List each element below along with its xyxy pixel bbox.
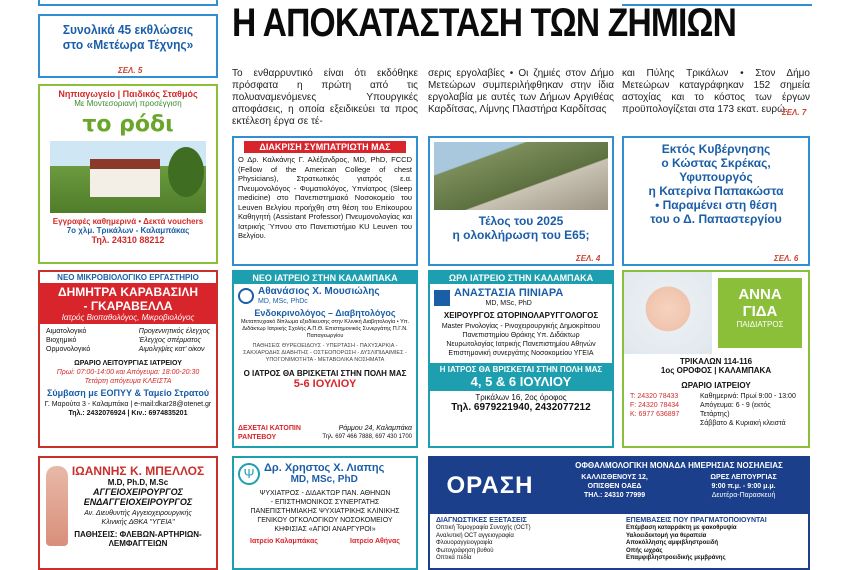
- orasi-top-band: [430, 458, 808, 514]
- skrekas-box[interactable]: [622, 136, 810, 266]
- liapis-degrees: MD, MSc, PhD: [290, 474, 358, 485]
- gida-address-2: 1ος ΟΡΟΦΟΣ | ΚΑΛΑΜΠΑΚΑ: [660, 366, 772, 375]
- piniara-desc: Master Ρινολογίας - Ρινοχειρουργικής Δημοκρίτειου Πανεπιστημίου Θράκης Υπ. Διδάκτωρ Νευρωτολογίας Ιατρικής Πανεπιστημίου Αθηνών Επιστημονική συνεργάτης Νοσοκομείου ΥΓΕΙΑ: [441, 323, 601, 357]
- liapis-line-2: - ΕΠΙΣΤΗΜΟΝΙΚΟΣ ΣΥΝΕΡΓΑΤΗΣ: [270, 499, 380, 506]
- e65-line2: η ολοκλήρωση του Ε65;: [452, 228, 590, 242]
- mousiolis-degrees: MD, MSc, PhDc: [258, 298, 308, 305]
- liapis-line-5: ΚΗΦΙΣΙΑΣ «ΑΓΙΟΙ ΑΝΑΡΓΥΡΟΙ»: [274, 526, 376, 533]
- psi-logo-icon: Ψ: [238, 463, 260, 485]
- skrekas-page: ΣΕΛ. 6: [774, 254, 799, 263]
- lab-hours-2: Τετάρτη απόγευμα ΚΛΕΙΣΤΑ: [84, 378, 172, 385]
- piniara-name: ΑΝΑΣΤΑΣΙΑ ΠΙΝΙΑΡΑ: [454, 287, 564, 299]
- mpellos-diseases: ΠΑΘΗΣΕΙΣ: ΦΛΕΒΩΝ-ΑΡΤΗΡΙΩΝ-ΛΕΜΦΑΓΓΕΙΩΝ: [74, 530, 202, 548]
- meteora-box[interactable]: [38, 14, 218, 78]
- lab-name-banner: [40, 283, 216, 324]
- liapis-line-3: ΠΑΝΕΠΙΣΤΗΜΙΑΚΗΣ ΨΥΧΙΑΤΡΙΚΗΣ ΚΛΙΝΙΚΗΣ: [250, 508, 400, 515]
- lab-phone: Τηλ.: 2432076924 | Κιν.: 6974835201: [68, 410, 188, 417]
- main-headline: Η ΑΠΟΚΑΤΑΣΤΑΣΗ ΤΩΝ ΖΗΜΙΩΝ: [232, 1, 737, 45]
- orasi-diag-5: Οπτικά πεδία: [436, 555, 472, 561]
- baby-photo: [624, 272, 712, 354]
- nursery-line2: 7ο χλμ. Τρικάλων - Καλαμπάκας: [66, 226, 190, 235]
- article-col-3: και Πύλης Τρικάλων • Στον Δήμο Μετεώρων καταγράφηκαν 152 σημεία αστοχίας και το κόστος των έργων προϋπολογίζεται στα 173 εκατ. ευρώ.: [622, 68, 810, 115]
- gida-name-1: ΑΝΝΑ: [738, 286, 782, 303]
- gida-address-1: ΤΡΙΚΑΛΩΝ 114-116: [679, 357, 753, 366]
- mousiolis-diseases: ΠΑΘΗΣΕΙΣ ΘΥΡΕΟΕΙΔΟΥΣ - ΥΠΕΡΤΑΣΗ - ΠΑΧΥΣΑΡΚΙΑ - ΣΑΚΧΑΡΩΔΗΣ ΔΙΑΒΗΤΗΣ - ΟΣΤΕΟΠΟΡΩΣΗ - ΔΥΣΛΙΠΙΔΑΙΜΙΕΣ - ΥΠΟΓΟΝΙΜΟΤΗΤΑ - ΜΕΤΑΒΟΛΙΚΑ ΝΟΣΗΜΑΤΑ: [243, 343, 407, 363]
- orasi-diag-1: Οπτική Τομογραφία Συνοχής (OCT): [436, 525, 531, 531]
- piniara-banner-1: Η ΙΑΤΡΟΣ ΘΑ ΒΡΙΣΚΕΤΑΙ ΣΤΗΝ ΠΟΛΗ ΜΑΣ: [439, 365, 603, 374]
- piniara-phone: Τηλ. 6979221940, 2432077212: [451, 402, 591, 413]
- liapis-name: Δρ. Χρηστος Χ. Λιαπης: [264, 462, 385, 474]
- nursery-phone: Τηλ. 24310 88212: [91, 235, 165, 245]
- mpellos-pos-2: Κλινικής ΔΘΚΑ "ΥΓΕΙΑ": [101, 519, 175, 526]
- orasi-diag-3: Φλουοραγγειογραφία: [436, 540, 493, 546]
- piniara-banner: [430, 363, 612, 391]
- lab-right-services: Προγεννητικός έλεγχος Έλεγχος σπέρματος Αιμοληψίες κατ' οίκον: [138, 328, 210, 353]
- distinction-header: ΔΙΑΚΡΙΣΗ ΣΥΜΠΑΤΡΙΩΤΗ ΜΑΣ: [244, 141, 406, 153]
- lab-left-services: Αιματολογικό Βιοχημικό Ορμονολογικό: [46, 328, 91, 353]
- mousiolis-spec: Ενδοκρινολόγος – Διαβητολόγος: [254, 308, 396, 318]
- mousiolis-header: ΝΕΟ ΙΑΤΡΕΙΟ ΣΤΗΝ ΚΑΛΑΜΠΑΚΑ: [234, 272, 416, 284]
- orasi-ad[interactable]: [428, 456, 810, 570]
- ent-logo-icon: [434, 290, 450, 306]
- lab-header: ΝΕΟ ΜΙΚΡΟΒΙΟΛΟΓΙΚΟ ΕΡΓΑΣΤΗΡΙΟ: [57, 273, 199, 282]
- piniara-address: Τρικάλων 16, 2ος όροφος: [475, 393, 567, 402]
- highway-photo: [434, 142, 608, 210]
- gida-mob: K: 6977 636897: [630, 411, 680, 418]
- lab-hours-title: ΩΡΑΡΙΟ ΛΕΙΤΟΥΡΓΙΑΣ ΙΑΤΡΕΙΟΥ: [74, 360, 182, 367]
- orasi-hours-2: Δευτέρα-Παρασκευή: [711, 492, 776, 499]
- skrekas-l2: ο Κώστας Σκρέκας,: [661, 156, 771, 170]
- liapis-line-1: ΨΥΧΙΑΤΡΟΣ - ΔΙΔΑΚΤΩΡ ΠΑΝ. ΑΘΗΝΩΝ: [259, 490, 391, 497]
- orasi-treat-5: Επαμφιβληστροειδικής μεμβράνης: [626, 555, 726, 561]
- gida-hours-3: Σάββατο & Κυριακή κλειστά: [699, 420, 786, 427]
- lab-name-1: ΔΗΜΗΤΡΑ ΚΑΡΑΒΑΣΙΛΗ: [57, 285, 199, 299]
- mousiolis-phone: Τηλ. 697 466 7888, 697 430 1700: [322, 434, 412, 440]
- gida-hours-1: Καθημερινά: Πρωί 9:00 - 13:00: [699, 393, 796, 400]
- orasi-treat-1: Επέμβαση καταρράκτη με φακοθρυψία: [626, 525, 737, 531]
- orasi-addr-2: ΟΠΙΣΘΕΝ ΟΑΕΔ: [587, 483, 642, 490]
- distinction-box[interactable]: [232, 136, 418, 266]
- gida-hours-2: Απόγευμα: 6 - 9 (εκτός Τετάρτης): [699, 402, 771, 418]
- orasi-diag-2: Αναλυτική OCT αγγειογραφία: [436, 532, 514, 539]
- mousiolis-footer-left: ΔΕΧΕΤΑΙ ΚΑΤΟΠΙΝ ΡΑΝΤΕΒΟΥ: [238, 425, 301, 441]
- mousiolis-banner-2: 5-6 ΙΟΥΛΙΟΥ: [293, 378, 357, 390]
- orasi-diag-4: Φωτογράφηση βυθού: [436, 547, 494, 554]
- mpellos-spec-2: ΕΝΔΑΓΓΕΙΟΧΕΙΡΟΥΡΓΟΣ: [83, 497, 193, 507]
- gida-name-2: ΓΙΔΑ: [742, 303, 778, 320]
- lab-address: Γ. Μαρούτα 3 - Καλαμπάκα | e-mail:dkar28@otenet.gr: [44, 401, 212, 408]
- e65-line1: Τέλος του 2025: [478, 214, 564, 228]
- piniara-ad[interactable]: [428, 270, 614, 448]
- distinction-text: Ο Δρ. Καλκάνης Γ. Αλέξανδρος, MD, PhD, FCCD (Fellow of the American College of chest Physicians), Στρατιωτικός γιατρός ε.α. Πνευμονολόγος - Φυματιολόγος, Υπνίατρος (Sleep medicine) στο Πανεπιστημιακό Νοσοκομείο του Leuven Βελγίου προήχθη στη θέση του Επίκουρου Καθηγητή (Assistant Professor) Πνευμονολογίας και Ιατρικής Ύπνου στο Πανεπιστήμιο KU Leuven του Βελγίου.: [238, 155, 412, 240]
- orasi-treat-4: Οπής ωχράς: [626, 547, 663, 554]
- mpellos-spec-1: ΑΓΓΕΙΟΧΕΙΡΟΥΡΓΟΣ: [93, 487, 183, 497]
- e65-box[interactable]: [428, 136, 614, 266]
- meteora-title-1: Συνολικά 45 εκθλώσεις: [62, 22, 194, 37]
- lab-role: Ιατρός Βιοπαθολόγος, Μικροβιολόγος: [61, 313, 195, 322]
- mousiolis-footer-right: Ράμμου 24, Καλαμπάκα: [338, 425, 412, 432]
- gida-role: ΠΑΙΔΙΑΤΡΟΣ: [736, 320, 784, 329]
- lab-ad[interactable]: [38, 270, 218, 448]
- orasi-treat-title: ΕΠΕΜΒΑΣΕΙΣ ΠΟΥ ΠΡΑΓΜΑΤΟΠΟΙΟΥΝΤΑΙ: [626, 517, 767, 524]
- medical-logo-icon: [238, 288, 254, 304]
- mpellos-degrees: M.D, Ph.D, M.Sc: [107, 478, 169, 487]
- article-page: ΣΕΛ. 7: [782, 108, 807, 117]
- meteora-page: ΣΕΛ. 5: [118, 66, 143, 75]
- liapis-ad[interactable]: [232, 456, 418, 570]
- lab-contract: Σύμβαση με ΕΟΠΥΥ & Ταμείο Στρατού: [46, 388, 210, 398]
- tree-icon: [168, 147, 204, 197]
- mousiolis-desc: Μεταπτυχιακό δίπλωμα εξειδίκευσης στην Κλινική Διαβητολογία • Υπ. Διδάκτωρ Ιατρικής Σχολής Α.Π.Θ. Επιστημονικός Συνεργάτης Π.Γ.Ν. Παπαγεωργίου: [240, 319, 410, 339]
- gida-tel: Τ: 24320 78433: [630, 393, 679, 400]
- article-col-1: Το ενθαρρυντικό είναι ότι εκδόθηκε πρόσφατα η πρώτη από τις πολυαναμενόμενες Υπουργικές αποφάσεις, η οποία εξειδικεύει τα προς εκτέλεση έργα σε τέ-: [232, 68, 418, 127]
- piniara-header: ΩΡΛ ΙΑΤΡΕΙΟ ΣΤΗΝ ΚΑΛΑΜΠΑΚΑ: [430, 272, 612, 284]
- orasi-phone: ΤΗΛ.: 24310 77999: [584, 492, 646, 499]
- e65-page: ΣΕΛ. 4: [576, 254, 601, 263]
- top-left-strip: [38, 0, 218, 6]
- nursery-title: Νηπιαγωγείο | Παιδικός Σταθμός: [58, 89, 198, 99]
- orasi-treat-3: Αποκόλλησης αμφιβληστροειδή: [626, 540, 719, 546]
- piniara-banner-2: 4, 5 & 6 ΙΟΥΛΙΟΥ: [470, 374, 572, 389]
- skrekas-l3: Υφυπουργός: [679, 170, 753, 184]
- vascular-body-icon: [46, 466, 68, 546]
- skrekas-l4: η Κατερίνα Παπακώστα: [648, 184, 784, 198]
- liapis-foot-1: Ιατρείο Καλαμπάκας: [250, 538, 318, 545]
- mpellos-ad[interactable]: [38, 456, 218, 570]
- orasi-hours-1: 9:00 π.μ. - 9:00 μ.μ.: [711, 483, 776, 490]
- skrekas-l6: του ο Δ. Παπαστεργίου: [650, 212, 782, 226]
- article-col-2: σερις εργολαβίες • Οι ζημιές στον Δήμο Μετεώρων συμπεριλήφθηκαν στην ίδια εργολαβία με αυτές των Δήμων Αργιθέας Καρδίτσας, Λίμνης Πλαστήρα Καρδίτσας: [428, 68, 614, 115]
- skrekas-l1: Εκτός Κυβέρνησης: [661, 142, 771, 156]
- mpellos-name: ΙΩΑΝΝΗΣ Κ. ΜΠΕΛΛΟΣ: [71, 464, 205, 478]
- house-icon: [90, 159, 160, 197]
- orasi-diag-title: ΔΙΑΓΝΩΣΤΙΚΕΣ ΕΞΕΤΑΣΕΙΣ: [436, 517, 527, 524]
- orasi-logo: ΟΡΑΣΗ: [446, 472, 534, 499]
- meteora-title-2: στο «Μετέωρα Τέχνης»: [62, 37, 194, 52]
- lab-name-2: - ΓΚΑΡΑΒΕΛΛΑ: [83, 299, 173, 313]
- skrekas-l5: • Παραμένει στη θέση: [655, 198, 777, 212]
- mpellos-pos-1: Αν. Διευθυντής Αγγειοχειρουργικής: [84, 510, 192, 517]
- gida-ad[interactable]: [622, 270, 810, 448]
- nursery-logo: το ρόδι: [82, 112, 174, 137]
- lab-hours-1: Πρωί: 07:00-14:00 και Απόγευμα: 18:00-20:30: [56, 369, 200, 376]
- mousiolis-banner-1: Ο ΙΑΤΡΟΣ ΘΑ ΒΡΙΣΚΕΤΑΙ ΣΤΗΝ ΠΟΛΗ ΜΑΣ: [243, 369, 407, 378]
- piniara-spec: ΧΕΙΡΟΥΡΓΟΣ ΩΤΟΡΙΝΟΛΑΡΥΓΓΟΛΟΓΟΣ: [443, 311, 599, 320]
- nursery-line1: Εγγραφές καθημερινά • Δεκτά vouchers: [52, 217, 204, 226]
- mousiolis-name: Αθανάσιος Χ. Μουσιώλης: [258, 286, 380, 297]
- orasi-title: ΟΦΘΑΛΜΟΛΟΓΙΚΗ ΜΟΝΑΔΑ ΗΜΕΡΗΣΙΑΣ ΝΟΣΗΛΕΙΑΣ: [575, 461, 783, 470]
- orasi-hours-title: ΩΡΕΣ ΛΕΙΤΟΥΡΓΙΑΣ: [710, 474, 777, 481]
- piniara-degrees: MD, MSc, PhD: [485, 300, 532, 307]
- orasi-treat-2: Υαλοειδεκτομή για θεραπεία: [626, 532, 707, 539]
- gida-fax: F: 24320 78434: [630, 402, 680, 409]
- nursery-subtitle: Με Μοντεσοριανή προσέγγιση: [74, 99, 182, 108]
- liapis-foot-2: Ιατρείο Αθήνας: [350, 538, 400, 545]
- mousiolis-ad[interactable]: [232, 270, 418, 448]
- nursery-photo: [50, 141, 206, 213]
- liapis-line-4: ΓΕΝΙΚΟΥ ΟΓΚΟΛΟΓΙΚΟΥ ΝΟΣΟΚΟΜΕΙΟΥ: [257, 517, 393, 524]
- gida-hours-title: ΩΡΑΡΙΟ ΙΑΤΡΕΙΟΥ: [681, 381, 751, 390]
- nursery-ad[interactable]: [38, 84, 218, 264]
- orasi-addr-1: ΚΑΛΛΙΣΘΕΝΟΥΣ 12,: [581, 474, 648, 481]
